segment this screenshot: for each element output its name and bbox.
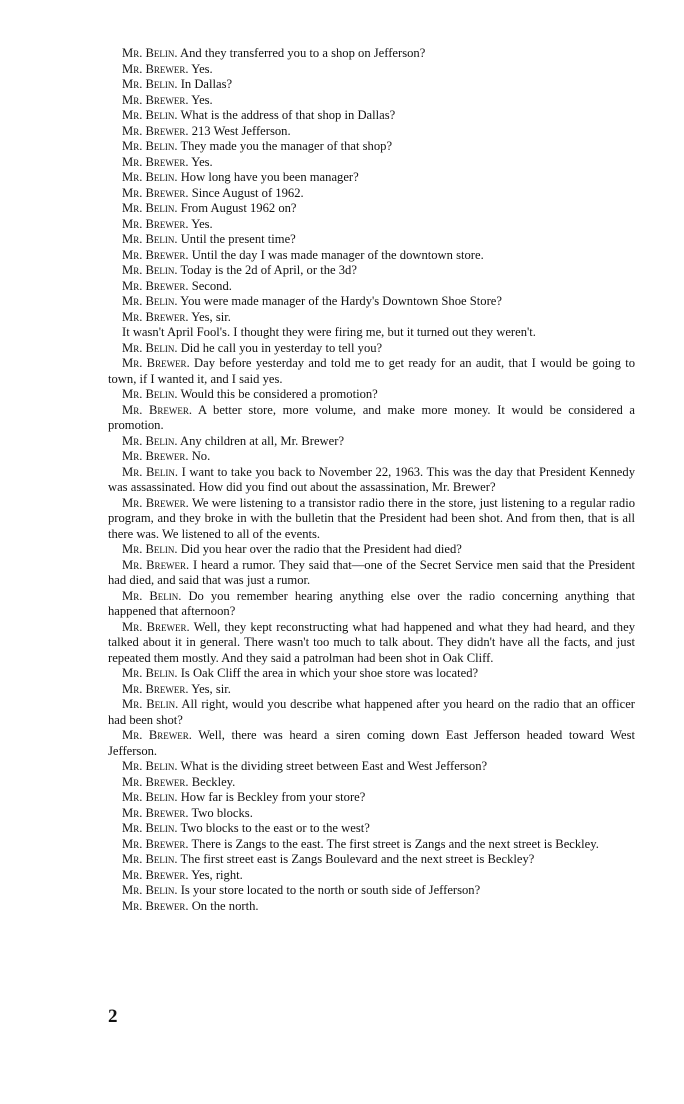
testimony-text: You were made manager of the Hardy's Downtown Shoe Store? [180, 294, 502, 308]
testimony-paragraph [108, 883, 635, 899]
testimony-paragraph [108, 790, 635, 806]
testimony-paragraph [108, 186, 635, 202]
testimony-paragraph [108, 139, 635, 155]
testimony-paragraph [108, 837, 635, 853]
testimony-paragraph [108, 263, 635, 279]
speaker-label: Mr. Brewer. [122, 774, 189, 789]
testimony-paragraph [108, 170, 635, 186]
testimony-text: Did you hear over the radio that the President had died? [180, 542, 462, 556]
speaker-label: Mr. Brewer. [122, 898, 189, 913]
speaker-label: Mr. Brewer. [122, 278, 189, 293]
testimony-paragraph [108, 341, 635, 357]
testimony-text: Is Oak Cliff the area in which your shoe store was located? [180, 666, 479, 680]
speaker-label: Mr. Belin. [122, 542, 178, 556]
speaker-label: Mr. Brewer. [122, 728, 192, 742]
speaker-label: Mr. Belin. [122, 170, 178, 184]
testimony-paragraph [108, 449, 635, 465]
testimony-paragraph [108, 232, 635, 248]
testimony-paragraph [108, 310, 635, 326]
speaker-label: Mr. Belin. [122, 108, 178, 122]
testimony-paragraph [108, 775, 635, 791]
speaker-label: Mr. Brewer. [122, 805, 189, 820]
testimony-text: I heard a rumor. They said that—one of the Secret Service men said that the President had died, and said that was just a rumor. [108, 557, 635, 587]
speaker-label: Mr. Brewer. [122, 836, 189, 851]
testimony-paragraph [108, 868, 635, 884]
speaker-label: Mr. Belin. [122, 77, 178, 91]
testimony-text: From August 1962 on? [180, 201, 297, 215]
speaker-label: Mr. Brewer. [122, 356, 190, 370]
testimony-text: Two blocks to the east or to the west? [180, 821, 370, 835]
testimony-paragraph [108, 899, 635, 915]
speaker-label: Mr. Brewer. [122, 185, 189, 200]
testimony-text: In Dallas? [180, 77, 233, 91]
testimony-paragraph [108, 201, 635, 217]
speaker-label: Mr. Belin. [122, 790, 178, 804]
testimony-text: We were listening to a transistor radio there in the store, just listening to a regular radio program, and they broke in with the bulletin that the President had been shot. And from then, that is all there was. We listened to all of the events. [108, 495, 635, 541]
testimony-text: Would this be considered a promotion? [180, 387, 378, 401]
speaker-label: Mr. Brewer. [122, 61, 189, 76]
testimony-text: What is the dividing street between East and West Jefferson? [180, 759, 488, 773]
testimony-text: Yes, right. [191, 867, 243, 882]
testimony-text: Beckley. [191, 774, 236, 789]
testimony-paragraph [108, 759, 635, 775]
speaker-label: Mr. Belin. [122, 387, 178, 401]
speaker-label: Mr. Belin. [122, 883, 178, 897]
testimony-paragraph [108, 62, 635, 78]
speaker-label: Mr. Belin. [122, 232, 178, 246]
testimony-text: Yes. [191, 154, 213, 169]
speaker-label: Mr. Belin. [122, 433, 178, 448]
speaker-label: Mr. Brewer. [122, 154, 189, 169]
speaker-label: Mr. Belin. [122, 263, 178, 277]
testimony-text: All right, would you describe what happened after you heard on the radio that an officer had been shot? [108, 697, 635, 727]
testimony-text: Since August of 1962. [191, 185, 304, 200]
testimony-paragraph [108, 124, 635, 140]
testimony-text: Today is the 2d of April, or the 3d? [180, 263, 357, 277]
testimony-text: Second. [191, 278, 232, 293]
testimony-paragraph [108, 697, 635, 728]
testimony-paragraph [108, 666, 635, 682]
testimony-text: No. [191, 449, 211, 463]
speaker-label: Mr. Brewer. [122, 867, 189, 882]
testimony-paragraph [108, 496, 635, 543]
testimony-text: There is Zangs to the east. The first street is Zangs and the next street is Beckley. [191, 836, 599, 851]
testimony-paragraph [108, 155, 635, 171]
testimony-paragraph [108, 589, 635, 620]
testimony-paragraph [108, 387, 635, 403]
speaker-label: Mr. Brewer. [122, 681, 189, 696]
testimony-text: Well, they kept reconstructing what had happened and what they had heard, and they talked about it in general. There wasn't too much to talk about. They didn't have all the facts, and just repeated them mostly. And they said a patrolman had been shot in Oak Cliff. [108, 619, 635, 665]
testimony-paragraph [108, 806, 635, 822]
testimony-text: I want to take you back to November 22, 1963. This was the day that President Kennedy was assassinated. How did you find out about the assassination, Mr. Brewer? [108, 464, 635, 494]
speaker-label: Mr. Belin. [122, 697, 179, 711]
testimony-paragraph [108, 77, 635, 93]
testimony-paragraph [108, 279, 635, 295]
speaker-label: Mr. Belin. [122, 666, 178, 680]
testimony-text: Two blocks. [191, 805, 253, 820]
testimony-paragraph [108, 294, 635, 310]
testimony-text: Well, there was heard a siren coming down East Jefferson headed toward West Jefferson. [108, 728, 635, 758]
testimony-paragraph [108, 434, 635, 450]
testimony-text: Yes. [191, 216, 213, 231]
page-number: 2 [108, 1006, 118, 1027]
testimony-text: They made you the manager of that shop? [180, 139, 393, 153]
testimony-paragraph [108, 403, 635, 434]
testimony-paragraph [108, 682, 635, 698]
testimony-paragraph [108, 93, 635, 109]
speaker-label: Mr. Belin. [122, 821, 178, 835]
speaker-label: Mr. Belin. [122, 201, 178, 215]
testimony-text: A better store, more volume, and make more money. It would be considered a promotion. [108, 402, 635, 432]
speaker-label: Mr. Brewer. [122, 216, 189, 231]
speaker-label: Mr. Belin. [122, 759, 178, 773]
testimony-text: Until the day I was made manager of the downtown store. [191, 247, 484, 262]
testimony-paragraph [108, 852, 635, 868]
testimony-paragraph [108, 728, 635, 759]
speaker-label: Mr. Brewer. [122, 619, 190, 634]
testimony-paragraph [108, 46, 635, 62]
testimony-text: Is your store located to the north or south side of Jefferson? [180, 883, 481, 897]
speaker-label: Mr. Brewer. [122, 247, 189, 262]
testimony-text: It wasn't April Fool's. I thought they were firing me, but it turned out they weren't. [122, 325, 536, 339]
testimony-text: 213 West Jefferson. [191, 123, 291, 138]
testimony-paragraph [108, 558, 635, 589]
testimony-text: Did he call you in yesterday to tell you? [180, 340, 383, 355]
speaker-label: Mr. Brewer. [122, 495, 189, 510]
speaker-label: Mr. Belin. [122, 294, 178, 308]
speaker-label: Mr. Belin. [122, 464, 178, 479]
testimony-text: Do you remember hearing anything else over the radio concerning anything that happened that afternoon? [108, 588, 635, 618]
testimony-text: Any children at all, Mr. Brewer? [180, 433, 345, 448]
speaker-label: Mr. Brewer. [122, 92, 189, 107]
testimony-text: Yes, sir. [191, 681, 231, 696]
speaker-label: Mr. Belin. [122, 46, 178, 60]
testimony-text: Until the present time? [180, 232, 296, 246]
testimony-paragraph [108, 248, 635, 264]
testimony-body [108, 46, 635, 914]
speaker-label: Mr. Belin. [122, 340, 178, 355]
testimony-text: Yes. [191, 92, 213, 107]
speaker-label: Mr. Belin. [122, 139, 178, 153]
speaker-label: Mr. Brewer. [122, 557, 190, 572]
testimony-paragraph [108, 821, 635, 837]
testimony-paragraph [108, 620, 635, 667]
testimony-text: Day before yesterday and told me to get ready for an audit, that I would be going to town, if I wanted it, and I said yes. [108, 356, 636, 386]
speaker-label: Mr. Belin. [122, 588, 182, 603]
testimony-text: What is the address of that shop in Dallas? [180, 108, 396, 122]
testimony-paragraph [108, 217, 635, 233]
testimony-text: Yes. [191, 61, 213, 76]
speaker-label: Mr. Brewer. [122, 123, 189, 138]
testimony-paragraph [108, 325, 635, 341]
testimony-text: The first street east is Zangs Boulevard and the next street is Beckley? [180, 852, 535, 866]
testimony-text: And they transferred you to a shop on Jefferson? [180, 46, 426, 60]
testimony-text: How long have you been manager? [180, 170, 359, 184]
testimony-text: Yes, sir. [191, 309, 231, 324]
testimony-text: On the north. [191, 898, 259, 913]
testimony-text: How far is Beckley from your store? [180, 790, 366, 804]
speaker-label: Mr. Brewer. [122, 449, 189, 463]
testimony-paragraph [108, 465, 635, 496]
speaker-label: Mr. Brewer. [122, 309, 189, 324]
testimony-paragraph [108, 542, 635, 558]
speaker-label: Mr. Brewer. [122, 402, 193, 417]
testimony-paragraph [108, 108, 635, 124]
testimony-paragraph [108, 356, 635, 387]
speaker-label: Mr. Belin. [122, 852, 178, 866]
